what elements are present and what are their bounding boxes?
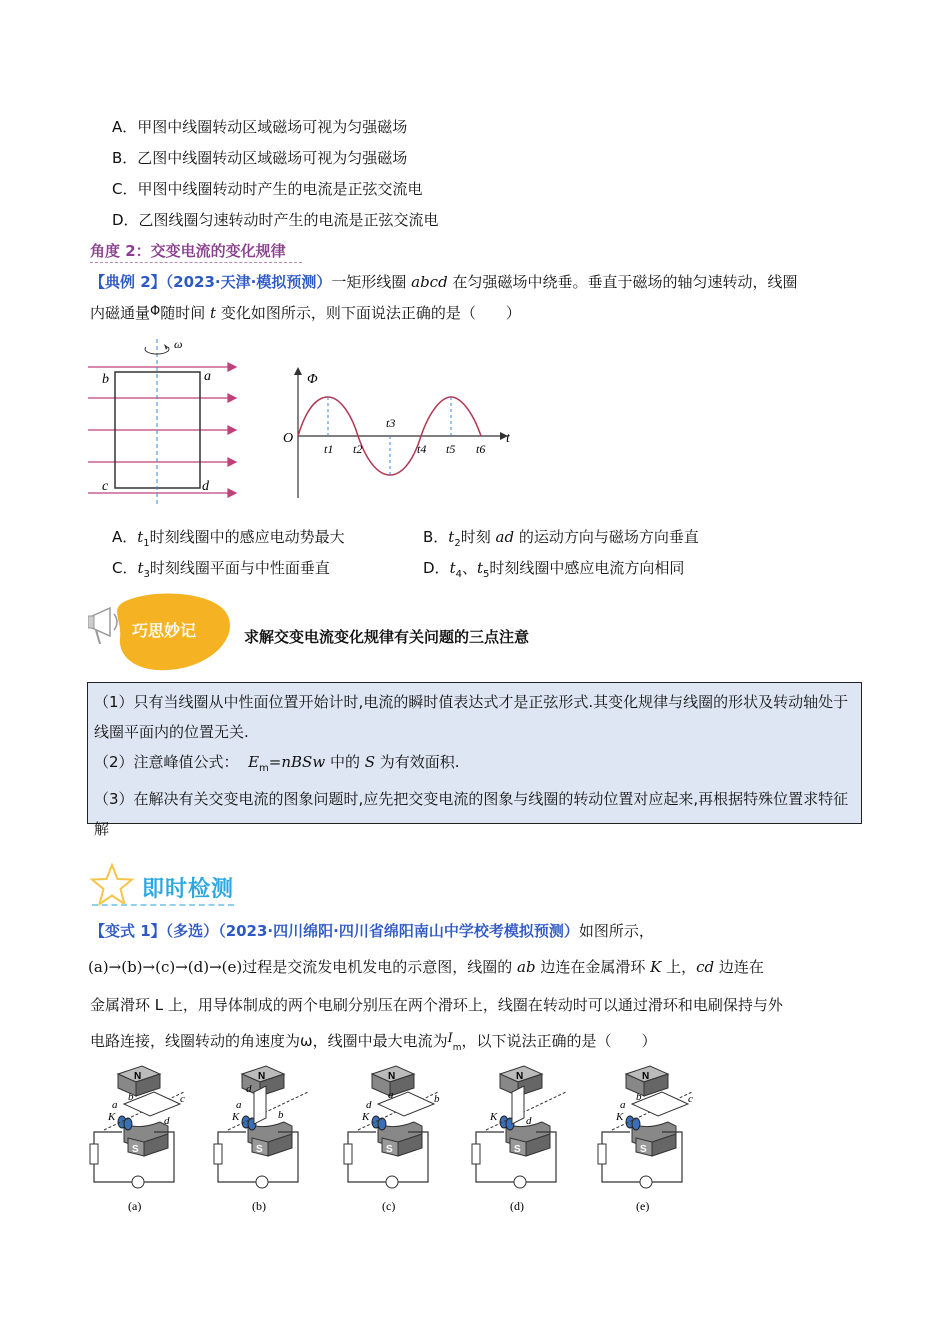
svg-text:a: a	[388, 1089, 394, 1101]
star-icon	[88, 862, 136, 908]
example2-source: （2023·天津·模拟预测）	[165, 273, 332, 291]
tick-t1: t1	[324, 442, 334, 456]
section-heading-underline	[90, 262, 302, 263]
generator-figures-svg	[82, 1062, 722, 1212]
example2-abcd: abcd	[411, 273, 448, 291]
section-heading: 角度 2：交变电流的变化规律	[90, 242, 286, 260]
y-axis-label: Φ	[307, 372, 318, 387]
field-lines	[88, 363, 236, 497]
magnet-s-label: S	[386, 1144, 393, 1155]
svg-text:a: a	[620, 1099, 626, 1111]
magnet-s-label: S	[514, 1144, 521, 1155]
svg-text:d: d	[164, 1115, 170, 1127]
svg-text:c: c	[688, 1093, 693, 1105]
tip-badge-label: 巧思妙记	[132, 621, 197, 640]
tick-t5: t5	[446, 442, 456, 456]
flux-graph	[280, 365, 520, 505]
generator-b	[214, 1066, 308, 1212]
ex2-option-c: C．$t_3$时刻线圈平面与中性面垂直	[112, 559, 330, 580]
label-d: d	[202, 479, 209, 494]
svg-text:K: K	[362, 1111, 370, 1123]
megaphone-icon	[88, 608, 117, 644]
ex2-option-d: D．$t_4$、$t_5$时刻线圈中感应电流方向相同	[423, 559, 685, 580]
example2-text	[90, 268, 860, 328]
svg-text:a: a	[112, 1099, 118, 1111]
svg-text:d: d	[526, 1115, 532, 1127]
svg-text:a: a	[236, 1099, 242, 1111]
label-a: a	[204, 369, 211, 384]
tick-t3: t3	[386, 416, 396, 430]
tip-item-2: （2）注意峰值公式： $E_m=nBSw$ 中的 S 为有效面积.	[94, 753, 460, 774]
svg-text:b: b	[636, 1091, 642, 1103]
variant1-tag: 【变式 1】	[90, 922, 166, 940]
magnet-s-label: S	[256, 1144, 263, 1155]
generator-d	[472, 1066, 566, 1212]
example2-text5: 变化如图所示，则下面说法正确的是（ ）	[220, 304, 521, 322]
option-d-top: D．乙图线圈匀速转动时产生的电流是正弦交流电	[112, 211, 439, 229]
tick-t6: t6	[476, 442, 486, 456]
magnet-s-label: S	[132, 1144, 139, 1155]
example2-text4: 随时间	[160, 304, 206, 322]
example2-text3: 内磁通量	[90, 304, 151, 322]
caption-c: (c)	[382, 1199, 396, 1212]
magnet-s-label: S	[640, 1144, 647, 1155]
variant1-line1	[90, 920, 654, 941]
jishi-heading: 即时检测	[142, 877, 235, 902]
caption-e: (e)	[636, 1199, 650, 1212]
svg-text:K: K	[232, 1111, 240, 1123]
omega-label: ω	[174, 337, 183, 351]
ex2-option-a: A．$t_1$时刻线圈中的感应电动势最大	[112, 528, 345, 549]
svg-text:b: b	[128, 1091, 134, 1103]
label-c: c	[102, 479, 109, 494]
tick-t4: t4	[417, 442, 427, 456]
magnet-n-label: N	[388, 1071, 396, 1082]
caption-d: (d)	[510, 1199, 524, 1212]
svg-text:b: b	[434, 1093, 440, 1105]
generator-a	[90, 1066, 185, 1212]
variant1-sequence: (a)→(b)→(c)→(d)→(e)	[88, 958, 243, 976]
variant1-intro: 如图所示，	[578, 922, 654, 940]
option-a-top: A．甲图中线圈转动区域磁场可视为匀强磁场	[112, 118, 408, 136]
example2-phi: Φ	[150, 304, 161, 319]
tip-item-1: （1）只有当线圈从中性面位置开始计时,电流的瞬时值表达式才是正弦形式.其变化规律与线圈的形状及转动轴处于线圈平面内的位置无关.	[94, 693, 849, 741]
magnet-n-label: N	[516, 1071, 524, 1082]
tick-t2: t2	[353, 442, 363, 456]
jishi-underline	[92, 904, 234, 906]
svg-text:K: K	[616, 1111, 624, 1123]
tip-badge	[88, 588, 238, 678]
magnet-n-label: N	[134, 1071, 142, 1082]
tip-box	[87, 682, 862, 838]
generator-e	[598, 1066, 693, 1212]
caption-b: (b)	[252, 1199, 266, 1212]
svg-text:b: b	[278, 1109, 284, 1121]
tip-item-3: （3）在解决有关交变电流的图象问题时,应先把交变电流的图象与线圈的转动位置对应起来,再根据特殊位置求特征解	[94, 790, 849, 838]
variant1-line3: 金属滑环 L 上，用导体制成的两个电刷分别压在两个滑环上，线圈在转动时可以通过滑环和电刷保持与外	[90, 996, 783, 1014]
svg-text:d: d	[246, 1083, 252, 1095]
svg-text:c: c	[180, 1093, 185, 1105]
svg-text:K: K	[490, 1111, 498, 1123]
variant1-multi: （多选）	[165, 922, 219, 940]
ex2-option-b: B．$t_2$时刻 ad 的运动方向与磁场方向垂直	[423, 528, 699, 549]
variant1-line2: (a)→(b)→(c)→(d)→(e)过程是交流发电机发电的示意图，线圈的 ab 边连在金属滑环 K 上，cd 边连在	[88, 958, 764, 976]
example2-t: t	[210, 304, 217, 322]
option-c-top: C．甲图中线圈转动时产生的电流是正弦交流电	[112, 180, 423, 198]
example2-text2: 在匀强磁场中绕垂。垂直于磁场的轴匀速转动，线圈	[452, 273, 798, 291]
option-b-top: B．乙图中线圈转动区域磁场可视为匀强磁场	[112, 149, 408, 167]
caption-a: (a)	[128, 1199, 142, 1212]
generator-figures	[82, 1062, 722, 1212]
label-b: b	[102, 372, 109, 387]
svg-text:d: d	[366, 1099, 372, 1111]
tip-title: 求解交变电流变化规律有关问题的三点注意	[244, 628, 530, 646]
origin-label: O	[283, 431, 294, 446]
svg-text:K: K	[108, 1111, 116, 1123]
example2-tag: 【典例 2】	[90, 273, 166, 291]
variant1-line4: 电路连接，线圈转动的角速度为ω，线圈中最大电流为$I_m$，以下说法正确的是（ ）	[90, 1031, 657, 1053]
magnet-n-label: N	[642, 1071, 650, 1082]
magnet-n-label: N	[258, 1071, 266, 1082]
generator-c	[344, 1066, 440, 1212]
example2-text1: 一矩形线圈	[331, 273, 407, 291]
coil-field-figure	[88, 335, 238, 507]
x-axis-label: t	[506, 431, 510, 446]
variant1-source: （2023·四川绵阳·四川省绵阳南山中学校考模拟预测）	[218, 922, 579, 940]
